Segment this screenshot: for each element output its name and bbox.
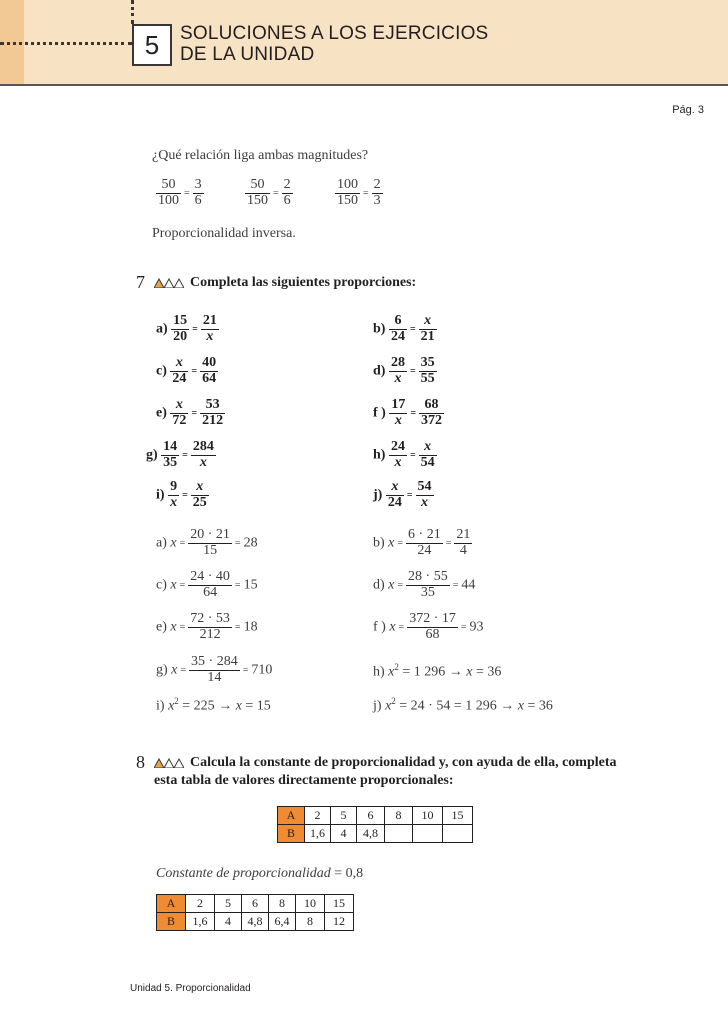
proportion-f: f ) $\frac{17}{x}$ = $\frac{68}{372}$ bbox=[373, 397, 443, 428]
proportion-h: h) $\frac{24}{x}$ = $\frac{x}{54}$ bbox=[373, 439, 435, 470]
solution-f: f ) x = $\frac{372 \cdot 17}{68}$ = 93 bbox=[373, 611, 484, 642]
solution-b: b) x = $\frac{6 \cdot 21}{24}$ = $\frac{21}{4}$ bbox=[373, 527, 471, 558]
intro-fraction-3: $\frac{100}{150}$ = $\frac{2}{3}$ bbox=[337, 177, 381, 208]
table-row bbox=[278, 825, 473, 843]
footer: Unidad 5. Proporcionalidad bbox=[130, 983, 251, 994]
proportion-a: a) $\frac{15}{20}$ = $\frac{21}{x}$ bbox=[156, 313, 217, 344]
proportion-e: e) $\frac{x}{72}$ = $\frac{53}{212}$ bbox=[156, 397, 224, 428]
table-cell: 15 bbox=[443, 807, 473, 825]
table-cell: 10 bbox=[296, 895, 325, 913]
table-cell: 6 bbox=[357, 807, 385, 825]
table-cell: 8 bbox=[269, 895, 296, 913]
unit-number: 5 bbox=[144, 29, 160, 60]
difficulty-triangles-icon bbox=[154, 278, 184, 288]
table-cell: 6,4 bbox=[269, 913, 296, 931]
page-number: Pág. 3 bbox=[672, 104, 704, 116]
table-cell: 4 bbox=[215, 913, 242, 931]
table-cell: 8 bbox=[296, 913, 325, 931]
exercise-8-number: 8 bbox=[136, 752, 145, 772]
difficulty-triangles-icon bbox=[154, 758, 184, 768]
intro-question: ¿Qué relación liga ambas magnitudes? bbox=[152, 148, 369, 163]
table-cell bbox=[443, 825, 473, 843]
proportion-i: i) $\frac{9}{x}$ = $\frac{x}{25}$ bbox=[156, 479, 207, 510]
unit-number-box bbox=[132, 24, 172, 66]
table-cell: B bbox=[278, 825, 305, 843]
table-cell: 1,6 bbox=[305, 825, 331, 843]
title-line-2: DE LA UNIDAD bbox=[180, 44, 315, 65]
table-cell: 1,6 bbox=[186, 913, 215, 931]
table-cell: 10 bbox=[413, 807, 443, 825]
proportion-c: c) $\frac{x}{24}$ = $\frac{40}{64}$ bbox=[156, 355, 217, 386]
exercise-8-statement-1: Calcula la constante de proporcionalidad y, con ayuda de ella, completa bbox=[154, 755, 617, 771]
table-cell bbox=[385, 825, 413, 843]
title-line-1: SOLUCIONES A LOS EJERCICIOS bbox=[180, 23, 489, 44]
solution-c: c) x = $\frac{24 \cdot 40}{64}$ = 15 bbox=[156, 569, 258, 600]
intro-fraction-2: $\frac{50}{150}$ = $\frac{2}{6}$ bbox=[247, 177, 291, 208]
intro-fraction-1: $\frac{50}{100}$ = $\frac{3}{6}$ bbox=[158, 177, 202, 208]
proportion-b: b) $\frac{6}{24}$ = $\frac{x}{21}$ bbox=[373, 313, 435, 344]
header-dotted-line bbox=[0, 42, 132, 45]
proportion-d: d) $\frac{28}{x}$ = $\frac{35}{55}$ bbox=[373, 355, 435, 386]
solution-g: g) x = $\frac{35 \cdot 284}{14}$ = 710 bbox=[156, 654, 273, 685]
intro-answer: Proporcionalidad inversa. bbox=[152, 226, 296, 241]
proportion-g: g) $\frac{14}{35}$ = $\frac{284}{x}$ bbox=[146, 439, 214, 470]
solution-a: a) x = $\frac{20 \cdot 21}{15}$ = 28 bbox=[156, 527, 258, 558]
table-cell: 5 bbox=[215, 895, 242, 913]
table-row bbox=[157, 913, 354, 931]
solution-e: e) x = $\frac{72 \cdot 53}{212}$ = 18 bbox=[156, 611, 258, 642]
header-dotted-line-vertical bbox=[131, 0, 134, 24]
table-cell bbox=[413, 825, 443, 843]
exercise-7-number: 7 bbox=[136, 272, 145, 292]
table-cell: 2 bbox=[186, 895, 215, 913]
table-cell: 6 bbox=[242, 895, 269, 913]
solution-i: i) $x^2 = 225 \to x = 15$ bbox=[156, 696, 271, 714]
table-cell: A bbox=[157, 895, 186, 913]
table-cell: 15 bbox=[325, 895, 354, 913]
table-cell: 2 bbox=[305, 807, 331, 825]
proportion-j: j) $\frac{x}{24}$ = $\frac{54}{x}$ bbox=[373, 479, 432, 510]
answer-table bbox=[156, 894, 354, 931]
table-cell: 12 bbox=[325, 913, 354, 931]
exercise-8-statement-2: esta tabla de valores directamente proporcionales: bbox=[154, 773, 454, 788]
table-cell: 4,8 bbox=[357, 825, 385, 843]
table-cell: 5 bbox=[331, 807, 357, 825]
table-cell: 4 bbox=[331, 825, 357, 843]
constant-line: Constante de proporcionalidad = 0,8 bbox=[156, 866, 364, 881]
table-row bbox=[278, 807, 473, 825]
table-cell: A bbox=[278, 807, 305, 825]
solution-j: j) $x^2 = 24 \cdot 54 = 1$ 296 → x = 36 bbox=[373, 696, 553, 714]
table-cell: B bbox=[157, 913, 186, 931]
solution-h: h) $x^2 = 1$ 296 → x = 36 bbox=[373, 662, 502, 680]
table-cell: 8 bbox=[385, 807, 413, 825]
table-cell: 4,8 bbox=[242, 913, 269, 931]
values-table bbox=[277, 806, 473, 843]
page-title bbox=[180, 23, 488, 65]
solution-d: d) x = $\frac{28 \cdot 55}{35}$ = 44 bbox=[373, 569, 476, 600]
table-row bbox=[157, 895, 354, 913]
exercise-7-statement: Completa las siguientes proporciones: bbox=[154, 275, 416, 291]
